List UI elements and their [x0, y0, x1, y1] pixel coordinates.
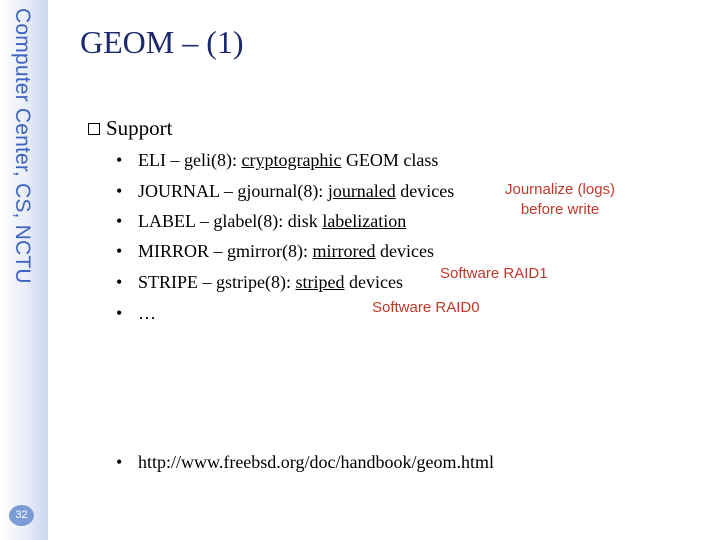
bullet-text: STRIPE – gstripe(8): [138, 272, 296, 292]
note-journalize-line1: Journalize (logs) [505, 181, 616, 198]
bullet-text: GEOM class [341, 150, 439, 170]
bullet-dot-icon: • [116, 150, 123, 170]
bullet-dot-icon: • [116, 211, 123, 231]
section-heading [88, 116, 173, 141]
bullet-text: devices [375, 241, 434, 261]
note-raid1: Software RAID1 [440, 265, 548, 282]
bullet-text: devices [395, 181, 455, 201]
bullet-underlined: labelization [322, 211, 407, 231]
bullet-underlined: mirrored [312, 241, 376, 261]
handbook-link[interactable]: http://www.freebsd.org/doc/handbook/geom.html [138, 452, 494, 472]
bullet-text: devices [344, 272, 403, 292]
bullet-dot-icon: • [116, 452, 123, 472]
bullet-dot-icon: • [116, 272, 123, 292]
note-journalize [505, 180, 615, 220]
bullet-text: MIRROR – gmirror(8): [138, 241, 313, 261]
section-label: Support [106, 116, 173, 140]
bullet-mirror [116, 241, 434, 262]
sidebar-caption: Computer Center, CS, NCTU [11, 8, 34, 284]
bullet-dot-icon: • [116, 303, 123, 323]
bullet-underlined: cryptographic [241, 150, 342, 170]
bullet-text: ELI – geli(8): [138, 150, 242, 170]
bullet-eli [116, 150, 438, 171]
bullet-underlined: striped [295, 272, 345, 292]
bullet-stripe [116, 272, 403, 293]
bullet-journal [116, 181, 454, 202]
bullet-text: … [138, 303, 156, 323]
bullet-dot-icon: • [116, 241, 123, 261]
page-number-badge: 32 [9, 505, 34, 526]
checkbox-bullet-icon [88, 123, 100, 135]
sidebar [0, 0, 48, 540]
bullet-text: LABEL – glabel(8): disk [138, 211, 323, 231]
bullet-dot-icon: • [116, 181, 123, 201]
bullet-text: JOURNAL – gjournal(8): [138, 181, 328, 201]
bullet-underlined: journaled [327, 181, 396, 201]
slide-title: GEOM – (1) [80, 24, 244, 60]
note-raid0: Software RAID0 [372, 299, 480, 316]
bullet-link [116, 452, 494, 473]
bullet-ellipsis [116, 303, 156, 324]
bullet-label [116, 211, 406, 232]
note-journalize-line2: before write [520, 201, 600, 218]
